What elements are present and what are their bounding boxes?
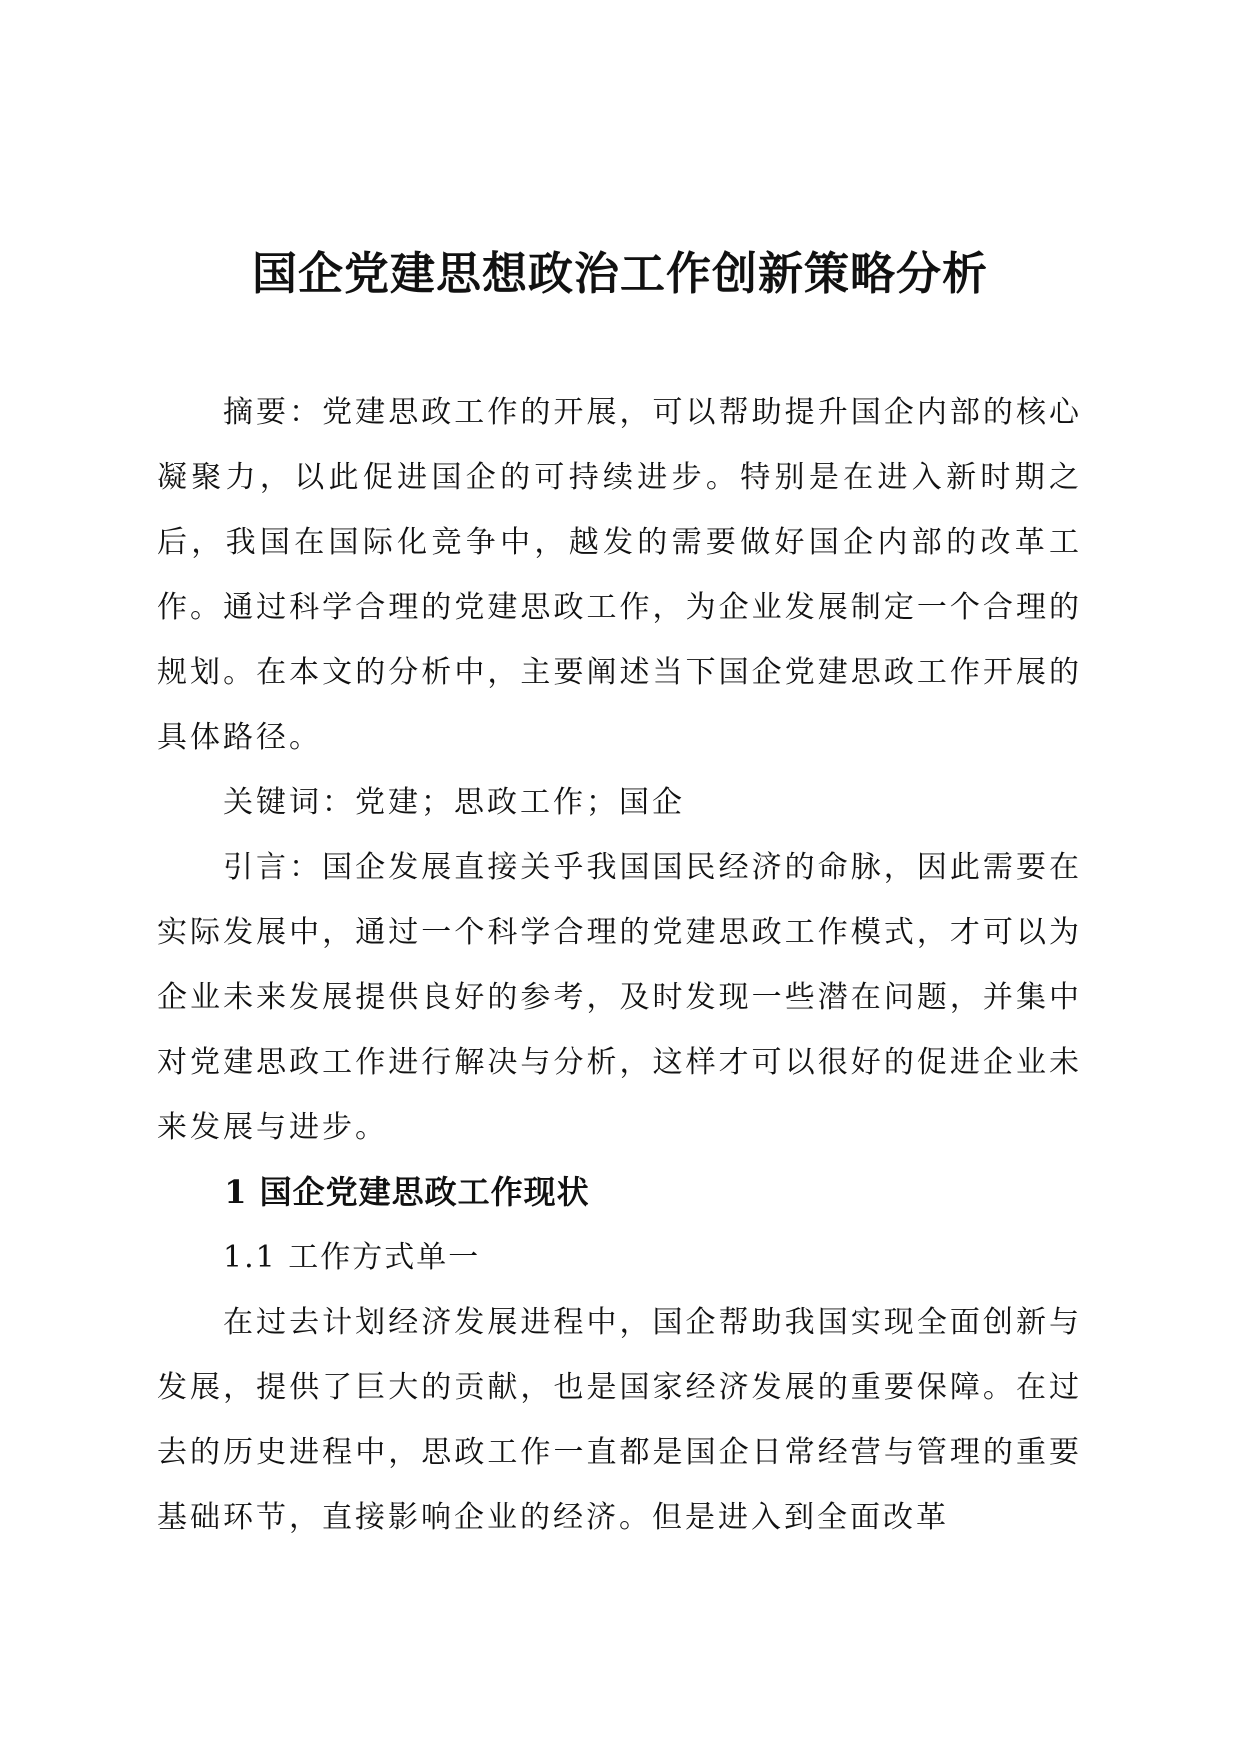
document-title: 国企党建思想政治工作创新策略分析	[251, 247, 988, 300]
section-heading-1-1: 1.1 工作方式单一	[223, 1240, 481, 1275]
section-heading-1: 1 国企党建思政工作现状	[224, 1173, 590, 1211]
section-1-1-paragraph: 在过去计划经济发展进程中，国企帮助我国实现全面创新与发展，提供了巨大的贡献，也是国家经济发展的重要保障。在过去的历史进程中，思政工作一直都是国企日常经营与管理的重要基础环节，直接影响企业的经济。但是进入到全面改革	[157, 1305, 1082, 1535]
abstract-paragraph: 摘要：党建思政工作的开展，可以帮助提升国企内部的核心凝聚力，以此促进国企的可持续进步。特别是在进入新时期之后，我国在国际化竞争中，越发的需要做好国企内部的改革工作。通过科学合理的党建思政工作，为企业发展制定一个合理的规划。在本文的分析中，主要阐述当下国企党建思政工作开展的具体路径。	[157, 395, 1082, 755]
keywords-paragraph: 关键词：党建；思政工作；国企	[223, 785, 685, 820]
document-body	[157, 380, 1082, 1550]
introduction-paragraph: 引言：国企发展直接关乎我国国民经济的命脉，因此需要在实际发展中，通过一个科学合理的党建思政工作模式，才可以为企业未来发展提供良好的参考，及时发现一些潜在问题，并集中对党建思政工作进行解决与分析，这样才可以很好的促进企业未来发展与进步。	[157, 850, 1082, 1145]
